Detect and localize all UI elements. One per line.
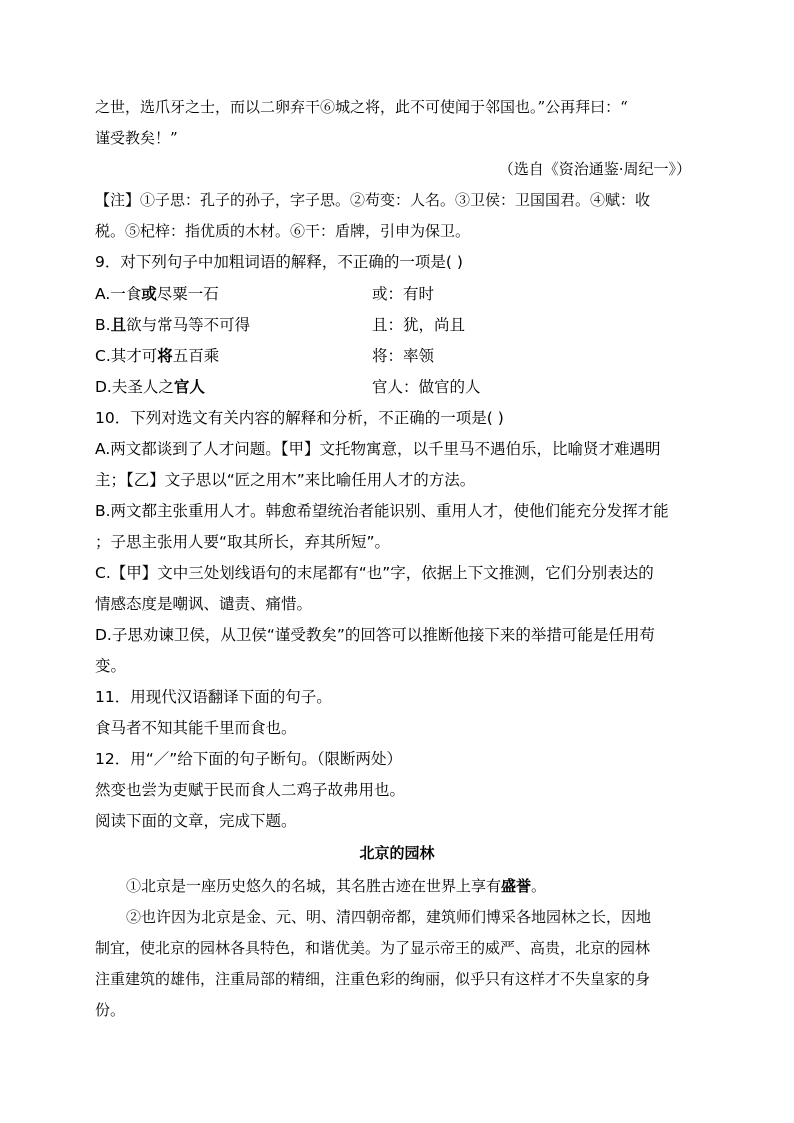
q10-option-c-line: 情感态度是嘲讽、谴责、痛惜。	[95, 595, 313, 613]
q10-option-b-line: B.两文都主张重用人才。韩愈希望统治者能识别、重用人才，使他们能充分发挥才能	[95, 502, 669, 520]
paragraph-text: ①北京是一座历史悠久的名城，其名胜古迹在世界上享有	[126, 877, 502, 895]
q10-option-c-line: C.【甲】文中三处划线语句的末尾都有“也”字，依据上下文推测，它们分别表达的	[95, 564, 654, 582]
passage-source: （选自《资治通鉴·周纪一》）	[498, 160, 691, 178]
article-paragraph-2-line: 注重建筑的雄伟，注重局部的精细，注重色彩的绚丽，似乎只有这样才不失皇家的身	[95, 970, 651, 988]
question-10-stem: 10．下列对选文有关内容的解释和分析，不正确的一项是( )	[95, 409, 504, 427]
q9-option-c	[95, 346, 219, 366]
option-text: B.	[95, 316, 111, 334]
q9-option-c-gloss: 将：率领	[372, 347, 435, 365]
q9-option-b-gloss: 且：犹，尚且	[372, 316, 466, 334]
q10-option-d-line: 变。	[95, 657, 127, 675]
option-text: C.其才可	[95, 347, 158, 365]
option-bold-word: 官人	[173, 378, 205, 396]
paragraph-text: 。	[531, 877, 547, 895]
q10-option-b-line: ；子思主张用人要“取其所长，弃其所短”。	[95, 533, 391, 551]
q10-option-a-line: 主；【乙】文子思以“匠之用木”来比喻任用人才的方法。	[95, 471, 476, 489]
q9-option-d	[95, 377, 205, 397]
article-paragraph-1	[126, 876, 546, 896]
article-paragraph-2-line: 份。	[95, 1001, 126, 1019]
option-bold-word: 且	[110, 316, 127, 334]
option-bold-word: 将	[157, 347, 173, 365]
question-9-stem: 9．对下列句子中加粗词语的解释，不正确的一项是( )	[95, 253, 463, 271]
question-11-stem: 11．用现代汉语翻译下面的句子。	[95, 688, 332, 706]
question-12-sentence: 然变也尝为吏赋于民而食人二鸡子故弗用也。	[95, 781, 406, 799]
question-11-sentence: 食马者不知其能千里而食也。	[95, 719, 297, 737]
notes-line: 【注】①子思：孔子的孙子，字子思。②苟变：人名。③卫侯：卫国国君。④赋：收	[95, 191, 651, 209]
question-12-stem: 12．用“／”给下面的句子断句。（限断两处）	[95, 750, 403, 768]
option-text: A.一食	[95, 285, 142, 303]
option-bold-word: 或	[141, 285, 157, 303]
reading-intro: 阅读下面的文章，完成下题。	[95, 812, 297, 830]
option-text: 五百乘	[172, 347, 220, 365]
passage-line: 之世，选爪牙之士，而以二卵弃干⑥城之将，此不可使闻于邻国也。”公再拜曰：“	[95, 98, 628, 116]
q10-option-d-line: D.子思劝谏卫侯，从卫侯“谨受教矣”的回答可以推断他接下来的举措可能是任用苟	[95, 626, 655, 644]
q9-option-a	[95, 284, 219, 304]
q10-option-a-line: A.两文都谈到了人才问题。【甲】文托物寓意，以千里马不遇伯乐，比喻贤才难遇明	[95, 440, 661, 458]
option-text: D.夫圣人之	[95, 378, 174, 396]
article-paragraph-2-line: 制宜，使北京的园林各具特色，和谐优美。为了显示帝王的威严、高贵，北京的园林	[95, 939, 651, 957]
notes-line: 税。⑤杞梓：指优质的木材。⑥干：盾牌，引申为保卫。	[95, 222, 471, 240]
paragraph-bold-word: 盛誉	[501, 877, 532, 895]
q9-option-d-gloss: 官人：做官的人	[372, 378, 481, 396]
q9-option-b	[95, 315, 250, 335]
article-paragraph-2-line: ②也许因为北京是金、元、明、清四朝帝都，建筑师们博采各地园林之长，因地	[126, 908, 652, 926]
article-title: 北京的园林	[359, 844, 435, 862]
option-text: 欲与常马等不可得	[126, 316, 251, 334]
option-text: 尽粟一石	[156, 285, 219, 303]
q9-option-a-gloss: 或：有时	[372, 285, 435, 303]
passage-line: 谨受教矣！”	[95, 129, 178, 147]
